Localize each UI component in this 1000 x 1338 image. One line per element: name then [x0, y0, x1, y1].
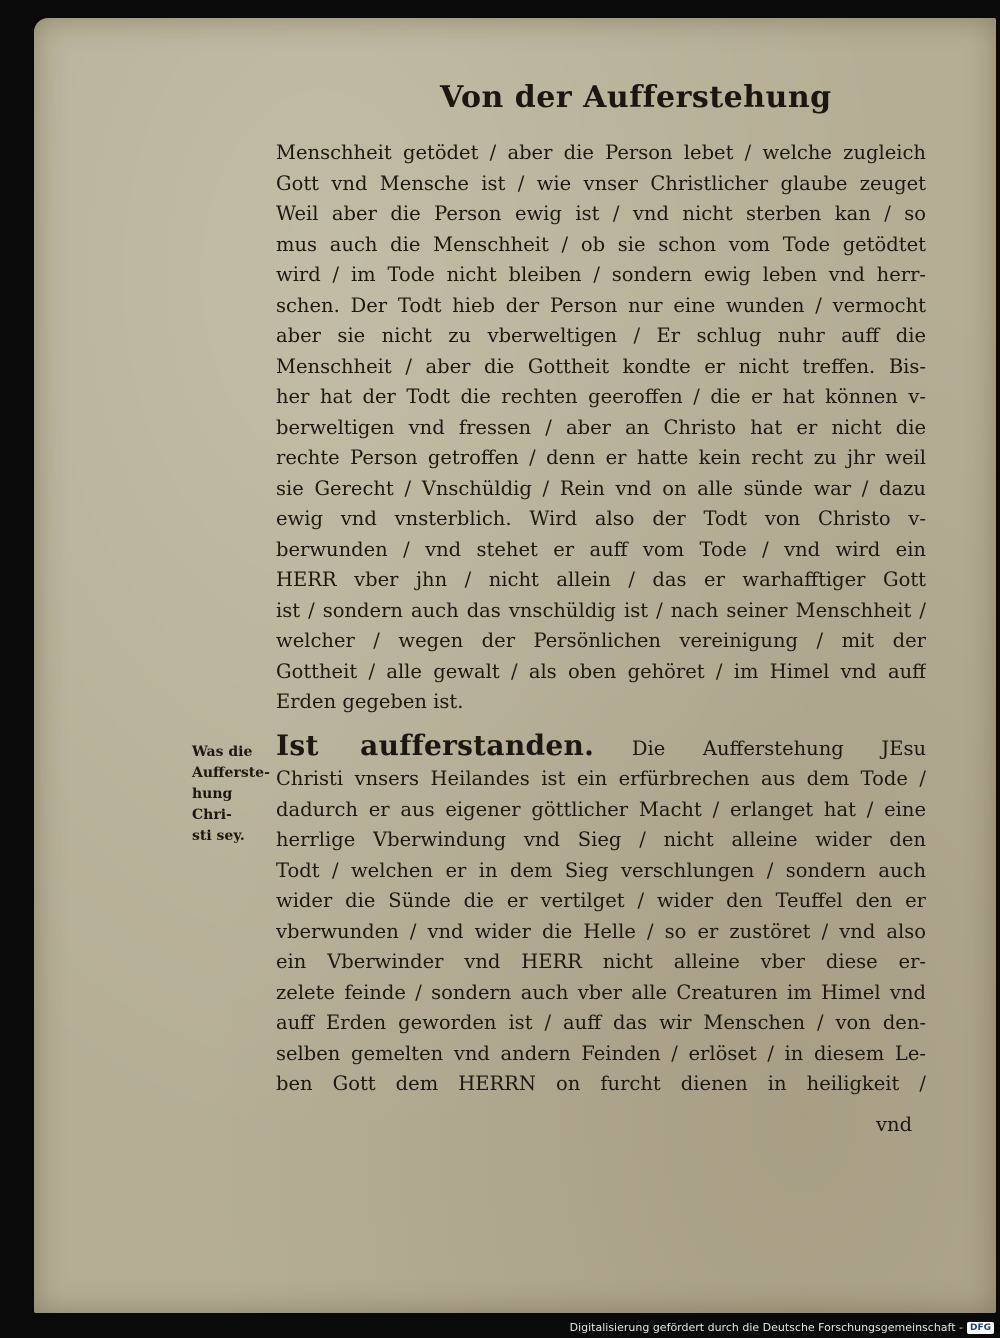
- text-line: ewig vnd vnsterblich. Wird also der Todt von Christo v-: [276, 507, 926, 530]
- margin-note-line: hung Chri-: [192, 786, 233, 823]
- text-line: sie Gerecht / Vnschüldig / Rein vnd on alle sünde war / dazu: [276, 476, 926, 500]
- text-line: rechte Person getroffen / denn er hatte kein recht zu jhr weil: [276, 446, 926, 469]
- text-line: selben gemelten vnd andern Feinden / erlöset / in diesem Le-: [276, 1041, 926, 1065]
- dfg-logo-icon: DFG: [967, 1322, 994, 1334]
- text-line: Todt / welchen er in dem Sieg verschlungen / sondern auch: [276, 858, 926, 882]
- text-line: zelete feinde / sondern auch vber alle Creaturen im Himel vnd: [276, 980, 926, 1004]
- digitization-footer: [570, 1321, 994, 1334]
- margin-note-line: Was die: [192, 744, 253, 760]
- text-line: aber sie nicht zu vberweltigen / Er schlug nuhr auff die: [276, 324, 926, 347]
- text-run: Die Aufferstehung JEsu: [631, 737, 926, 760]
- running-head: Von der Aufferstehung: [440, 80, 832, 115]
- text-line: Menschheit getödet / aber die Person lebet / welche zugleich: [276, 141, 926, 164]
- text-line: vberwunden / vnd wider die Helle / so er zustöret / vnd also: [276, 919, 926, 943]
- text-line: Erden gegeben ist.: [276, 690, 464, 713]
- text-line: herrlige Vberwindung vnd Sieg / nicht alleine wider den: [276, 828, 926, 851]
- text-line: ist / sondern auch das vnschüldig ist / nach seiner Menschheit /: [276, 598, 926, 622]
- text-line-first: [276, 728, 926, 764]
- paragraph-2: [276, 728, 926, 1100]
- text-line: schen. Der Todt hieb der Person nur eine wunden / vermocht: [276, 293, 926, 317]
- text-line: wider die Sünde die er vertilget / wider den Teuffel den er: [276, 889, 926, 912]
- text-line: welcher / wegen der Persönlichen vereinigung / mit der: [276, 629, 926, 652]
- text-line: her hat der Todt die rechten geeroffen / die er hat können v-: [276, 385, 926, 408]
- text-line: berwunden / vnd stehet er auff vom Tode / vnd wird ein: [276, 537, 926, 561]
- text-line: Christi vnsers Heilandes ist ein erfürbrechen aus dem Tode /: [276, 767, 926, 790]
- text-line: HERR vber jhn / nicht allein / das er warhafftiger Gott: [276, 568, 926, 591]
- text-line: mus auch die Menschheit / ob sie schon vom Tode getödtet: [276, 232, 926, 256]
- text-line: ben Gott dem HERRN on furcht dienen in heiligkeit /: [276, 1072, 926, 1095]
- section-lead: Ist aufferstanden.: [276, 729, 595, 762]
- text-line: berweltigen vnd fressen / aber an Christo hat er nicht die: [276, 415, 926, 439]
- text-line: wird / im Tode nicht bleiben / sondern ewig leben vnd herr-: [276, 263, 926, 286]
- text-line: Gott vnd Mensche ist / wie vnser Christlicher glaube zeuget: [276, 171, 926, 195]
- catchword: vnd: [876, 1113, 913, 1136]
- text-line: ein Vberwinder vnd HERR nicht alleine vber diese er-: [276, 950, 926, 973]
- text-line: auff Erden geworden ist / auff das wir Menschen / von den-: [276, 1011, 926, 1034]
- footer-text: Digitalisierung gefördert durch die Deutsche Forschungsgemeinschaft -: [569, 1321, 963, 1334]
- paragraph-1: [276, 138, 926, 718]
- margin-note-line: Aufferste-: [192, 765, 270, 781]
- text-line: Weil aber die Person ewig ist / vnd nicht sterben kan / so: [276, 202, 926, 225]
- text-line: dadurch er aus eigener göttlicher Macht / erlanget hat / eine: [276, 797, 926, 821]
- text-line: Gottheit / alle gewalt / als oben gehöret / im Himel vnd auff: [276, 659, 926, 683]
- margin-note-line: sti sey.: [192, 828, 245, 844]
- margin-note: [192, 742, 272, 847]
- text-line: Menschheit / aber die Gottheit kondte er nicht treffen. Bis-: [276, 354, 926, 378]
